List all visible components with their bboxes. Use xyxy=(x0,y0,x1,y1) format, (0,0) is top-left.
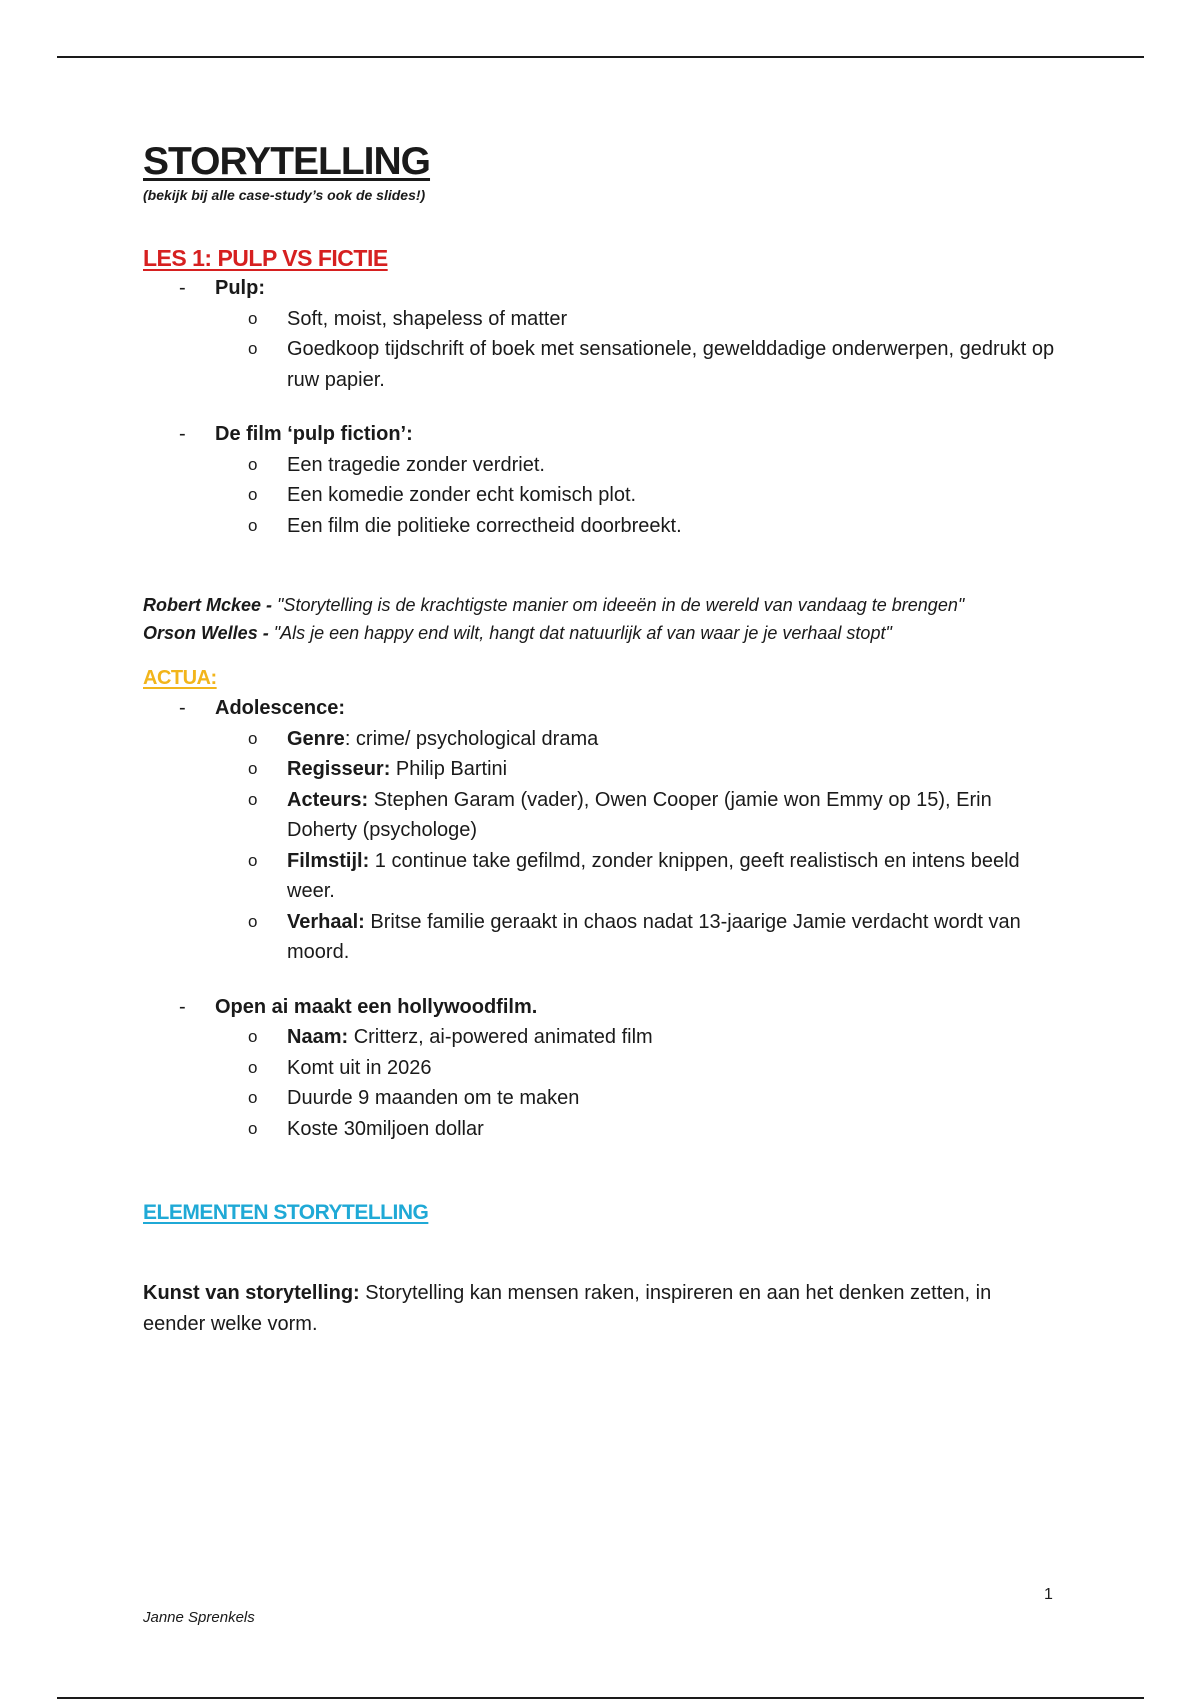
list-item xyxy=(215,334,1063,395)
item-value: Philip Bartini xyxy=(390,758,508,780)
quote-mckee xyxy=(143,591,1013,619)
list-item-text: Een film die politieke correctheid doorbreekt. xyxy=(287,514,682,537)
openai-label: Open ai maakt een hollywoodfilm. xyxy=(215,995,538,1018)
lesson1-heading: LES 1: PULP VS FICTIE xyxy=(143,245,388,271)
circle-bullet-icon: o xyxy=(248,1118,258,1138)
circle-bullet-icon: o xyxy=(248,308,258,328)
circle-bullet-icon: o xyxy=(248,850,258,870)
circle-bullet-icon: o xyxy=(248,485,258,504)
list-item-text: Goedkoop tijdschrift of boek met sensationele, gewelddadige onderwerpen, gedrukt op ruw papier. xyxy=(287,338,1055,391)
circle-bullet-icon: o xyxy=(248,454,258,474)
item-value: Komt uit in 2026 xyxy=(287,1056,432,1079)
list-item xyxy=(215,304,1063,335)
elements-heading: ELEMENTEN STORYTELLING xyxy=(143,1201,429,1224)
quote-text: "Als je een happy end wilt, hangt dat natuurlijk af van waar je je verhaal stopt" xyxy=(273,623,892,643)
adolescence-label: Adolescence: xyxy=(215,697,346,719)
list-item xyxy=(215,1053,1063,1084)
circle-bullet-icon: o xyxy=(248,339,258,358)
page-top-rule xyxy=(57,56,1144,58)
list-item xyxy=(215,450,1063,481)
quote-author: Robert Mckee - xyxy=(143,595,278,615)
document-body xyxy=(143,140,1063,1359)
list-item xyxy=(215,1083,1063,1114)
list-item-text: Een komedie zonder echt komisch plot. xyxy=(287,484,637,506)
dash-bullet-icon: - xyxy=(179,423,186,445)
kunst-label: Kunst van storytelling: xyxy=(143,1282,360,1304)
pulp-sublist xyxy=(215,304,1063,396)
actua-list xyxy=(143,693,1063,1144)
openai-sublist xyxy=(215,1022,1063,1144)
list-item-text: Soft, moist, shapeless of matter xyxy=(287,307,568,330)
pulp-item xyxy=(143,273,1063,395)
document-subtitle: (bekijk bij alle case-study’s ook de slides!) xyxy=(143,187,426,203)
quote-text: "Storytelling is de krachtigste manier om ideeën in de wereld van vandaag te brengen" xyxy=(277,595,965,615)
page-bottom-rule xyxy=(57,1697,1144,1699)
list-item xyxy=(215,1114,1063,1145)
quote-welles xyxy=(143,619,1013,647)
film-item xyxy=(143,419,1063,541)
dash-bullet-icon: - xyxy=(179,277,186,299)
list-item xyxy=(215,785,1063,846)
item-key: Genre xyxy=(287,727,345,750)
item-value: Britse familie geraakt in chaos nadat 13-jaarige Jamie verdacht wordt van moord. xyxy=(287,910,1021,963)
actua-heading: ACTUA: xyxy=(143,667,217,689)
circle-bullet-icon: o xyxy=(248,789,258,809)
circle-bullet-icon: o xyxy=(248,759,258,778)
kunst-text: Storytelling kan mensen raken, inspireren en aan het denken zetten, in eender welke vorm. xyxy=(143,1282,992,1335)
list-item-text: Een tragedie zonder verdriet. xyxy=(287,453,545,476)
adolescence-item xyxy=(143,693,1063,968)
item-value: Stephen Garam (vader), Owen Cooper (jamie won Emmy op 15), Erin Doherty (psychologe) xyxy=(287,788,992,841)
list-item xyxy=(215,480,1063,511)
list-item xyxy=(215,511,1063,542)
film-label: De film ‘pulp fiction’: xyxy=(215,423,413,445)
openai-item xyxy=(143,992,1063,1145)
lesson1-list xyxy=(143,273,1063,541)
list-item xyxy=(215,724,1063,755)
item-key: Filmstijl: xyxy=(287,849,370,872)
film-sublist xyxy=(215,450,1063,542)
circle-bullet-icon: o xyxy=(248,1088,258,1107)
dash-bullet-icon: - xyxy=(179,995,186,1018)
item-key: Regisseur: xyxy=(287,758,391,780)
dash-bullet-icon: - xyxy=(179,697,186,719)
item-key: Naam: xyxy=(287,1026,349,1048)
page-number: 1 xyxy=(1044,1586,1053,1603)
circle-bullet-icon: o xyxy=(248,1027,258,1046)
item-value: Koste 30miljoen dollar xyxy=(287,1117,484,1140)
item-value: : crime/ psychological drama xyxy=(344,727,599,750)
item-value: Critterz, ai-powered animated film xyxy=(348,1026,653,1048)
document-title: STORYTELLING xyxy=(143,140,431,183)
footer-author: Janne Sprenkels xyxy=(143,1609,255,1626)
list-item xyxy=(215,1022,1063,1053)
circle-bullet-icon: o xyxy=(248,728,258,748)
item-value: Duurde 9 maanden om te maken xyxy=(287,1087,580,1109)
pulp-label: Pulp: xyxy=(215,277,265,299)
adolescence-sublist xyxy=(215,724,1063,968)
circle-bullet-icon: o xyxy=(248,1057,258,1077)
item-value: 1 continue take gefilmd, zonder knippen, geeft realistisch en intens beeld weer. xyxy=(287,849,1020,902)
quotes-block xyxy=(143,591,1013,647)
circle-bullet-icon: o xyxy=(248,911,258,931)
list-item xyxy=(215,846,1063,907)
item-key: Acteurs: xyxy=(287,788,369,811)
item-key: Verhaal: xyxy=(287,910,365,933)
quote-author: Orson Welles - xyxy=(143,623,274,643)
list-item xyxy=(215,907,1063,968)
kunst-paragraph xyxy=(143,1278,1003,1339)
circle-bullet-icon: o xyxy=(248,515,258,535)
list-item xyxy=(215,754,1063,785)
